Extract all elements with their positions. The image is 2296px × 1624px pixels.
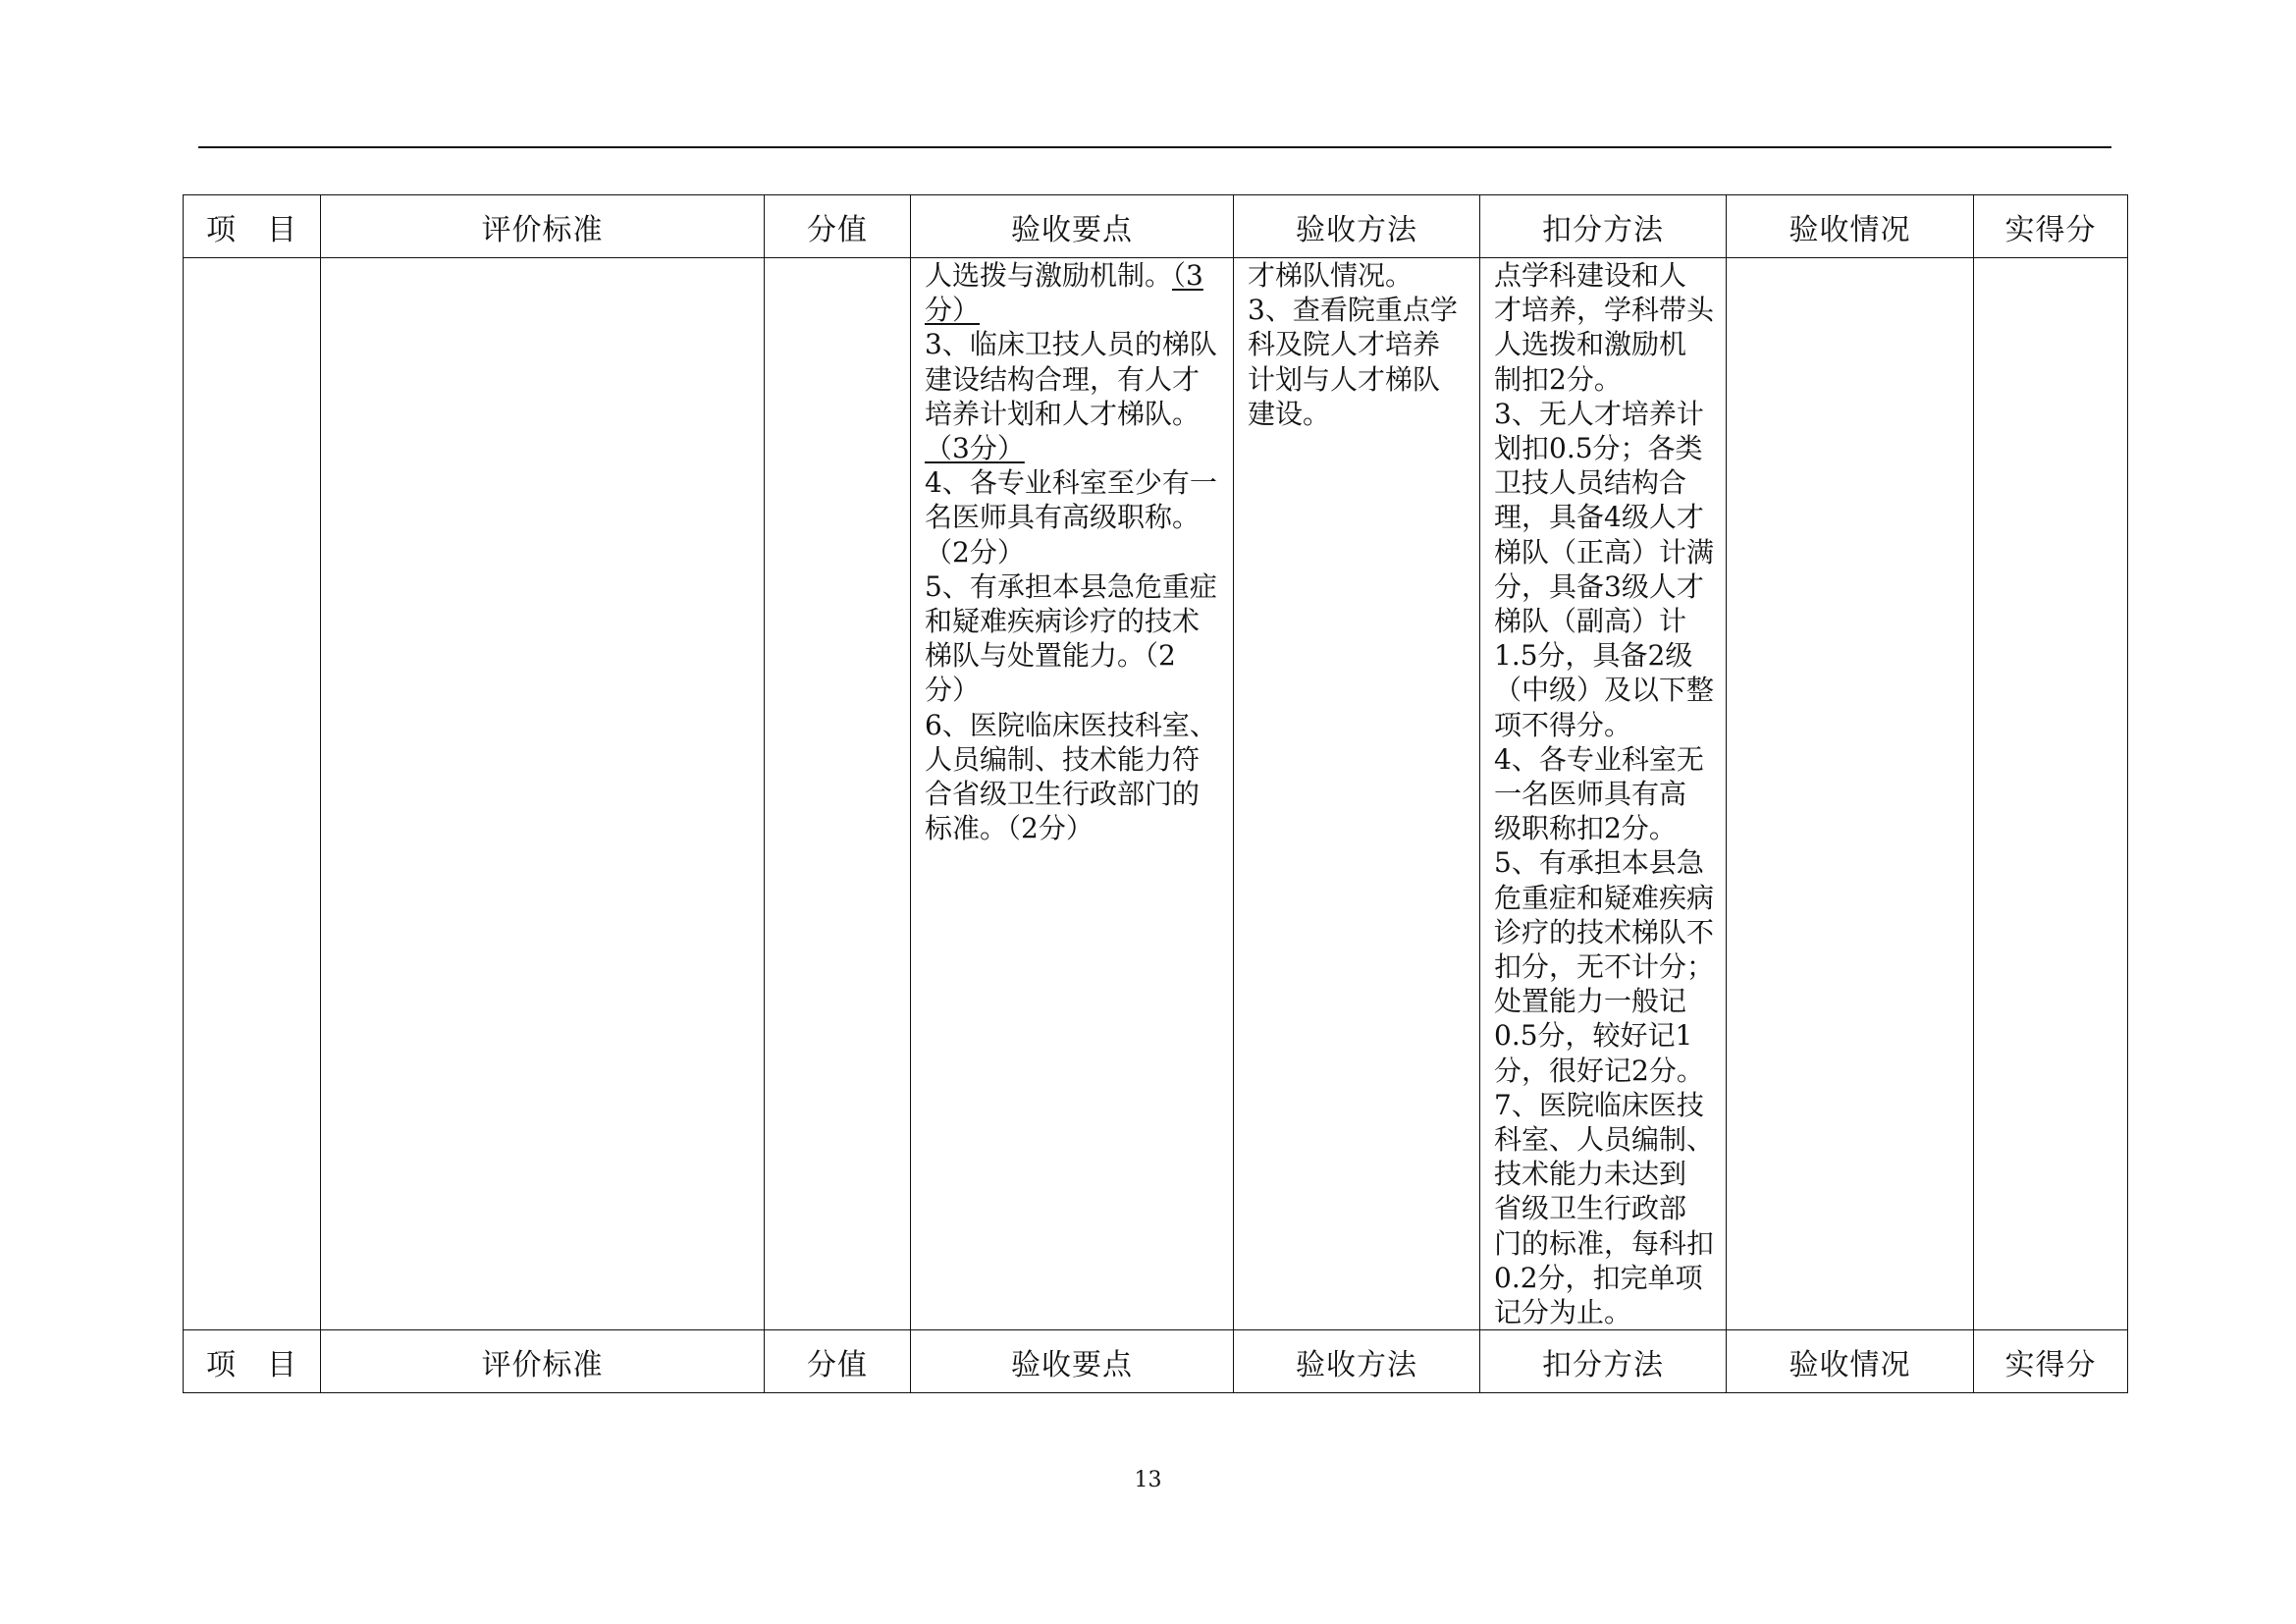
- footer-criteria: 评价标准: [321, 1330, 765, 1393]
- table-footer-row: [184, 1330, 2128, 1393]
- cell-deduction: [1480, 258, 1727, 1330]
- page-number: 13: [1134, 1468, 1162, 1492]
- cell-project: [184, 258, 321, 1330]
- cell-score: [765, 258, 911, 1330]
- underlined-score: （3分）: [925, 432, 1025, 465]
- header-criteria: 评价标准: [321, 195, 765, 258]
- cell-criteria: [321, 258, 765, 1330]
- deduction-text: 点学科建设和人 才培养，学科带头 人选拨和激励机 制扣2分。 3、无人才培养计 划扣0.5分；各类 卫技人员结构合 理，具备4级人才 梯队（正高）计满 分，具备3级人才 梯队（副高）计 1.5分，具备2级 （中级）及以下整 项不得分。 4、各专业科室无 一名医师具有高 级职称扣2分。 5、有承担本县急 危重症和疑难疾病 诊疗的技术梯队不 扣分，无不计分； 处置能力一般记 0.5分，较好记1 分，很好记2分。 7、医院临床医技 科室、人员编制、 技术能力未达到 省级卫生行政部 门的标准，每科扣 0.2分，扣完单项 记分为止。: [1494, 259, 1715, 1329]
- cell-result: [1727, 258, 1974, 1330]
- header-result: 验收情况: [1727, 195, 1974, 258]
- table-header-row: [184, 195, 2128, 258]
- table-row: [184, 258, 2128, 1330]
- key-points-segment: 人选拨与激励机制。: [925, 259, 1173, 292]
- cell-key-points: [911, 258, 1234, 1330]
- cell-method: [1234, 258, 1480, 1330]
- header-deduction: 扣分方法: [1480, 195, 1727, 258]
- footer-method: 验收方法: [1234, 1330, 1480, 1393]
- header-method: 验收方法: [1234, 195, 1480, 258]
- footer-project: 项 目: [184, 1330, 321, 1393]
- underlined-score: （3 分）: [925, 259, 1203, 327]
- evaluation-table: [183, 194, 2128, 1393]
- method-text: 才梯队情况。 3、查看院重点学 科及院人才培养 计划与人才梯队 建设。: [1248, 259, 1458, 430]
- header-score: 分值: [765, 195, 911, 258]
- footer-score: 分值: [765, 1330, 911, 1393]
- cell-actual-score: [1974, 258, 2128, 1330]
- key-points-segment: 3、临床卫技人员的梯队 建设结构合理，有人才 培养计划和人才梯队。: [925, 328, 1217, 430]
- header-rule: [198, 146, 2111, 148]
- footer-result: 验收情况: [1727, 1330, 1974, 1393]
- key-points-segment: 4、各专业科室至少有一 名医师具有高级职称。 （2分） 5、有承担本县急危重症 和疑难疾病诊疗的技术 梯队与处置能力。（2 分） 6、医院临床医技科室、 人员编制、技术能力符 合省级卫生行政部门的 标准。（2分）: [925, 466, 1217, 845]
- footer-actual-score: 实得分: [1974, 1330, 2128, 1393]
- footer-key-points: 验收要点: [911, 1330, 1234, 1393]
- header-actual-score: 实得分: [1974, 195, 2128, 258]
- header-key-points: 验收要点: [911, 195, 1234, 258]
- header-project: 项 目: [184, 195, 321, 258]
- key-points-text: [911, 258, 1233, 845]
- footer-deduction: 扣分方法: [1480, 1330, 1727, 1393]
